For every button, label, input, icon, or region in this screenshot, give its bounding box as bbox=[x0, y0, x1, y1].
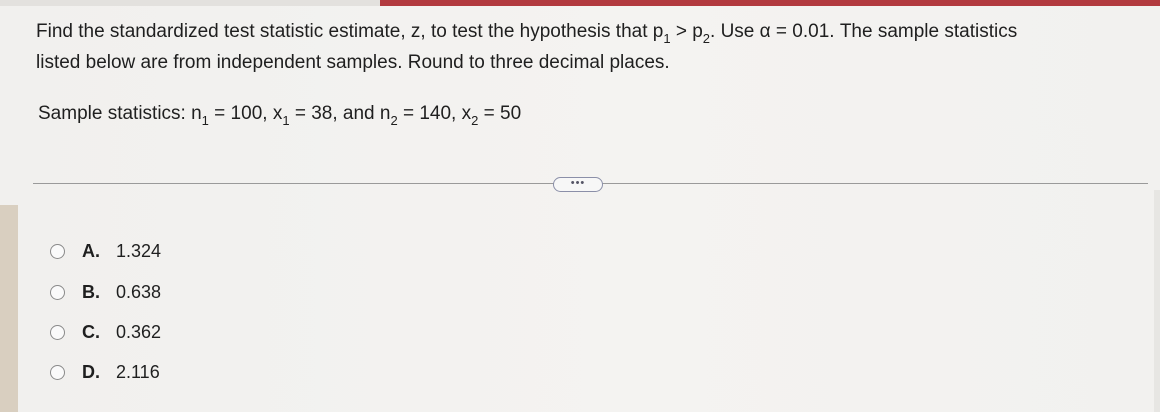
question-sub1: 1 bbox=[663, 31, 671, 46]
answer-option-c[interactable] bbox=[50, 320, 161, 344]
stats-n1-val: = 100, x bbox=[208, 103, 283, 124]
option-value-a: 1.324 bbox=[116, 240, 162, 261]
option-letter-a: A. bbox=[82, 240, 100, 261]
question-line1-op: > p bbox=[670, 21, 703, 42]
question-sub2: 2 bbox=[702, 31, 711, 46]
option-letter-c: C. bbox=[82, 321, 100, 342]
stats-n2-val: = 140, x bbox=[397, 103, 472, 124]
stats-n1-sub: 1 bbox=[201, 113, 209, 128]
radio-button-a[interactable] bbox=[50, 244, 65, 259]
stats-x1-sub: 1 bbox=[282, 113, 290, 128]
question-line2: listed below are from independent samples. Round to three decimal places. bbox=[36, 52, 670, 73]
stats-prefix: Sample statistics: n bbox=[38, 103, 202, 124]
radio-button-b[interactable] bbox=[50, 285, 65, 300]
radio-button-d[interactable] bbox=[50, 365, 65, 380]
option-value-d: 2.116 bbox=[116, 361, 160, 382]
answer-option-a[interactable] bbox=[50, 239, 161, 263]
option-value-c: 0.362 bbox=[116, 321, 162, 342]
stats-x2-sub: 2 bbox=[471, 113, 479, 128]
right-edge bbox=[1154, 190, 1160, 412]
answer-option-d[interactable] bbox=[50, 360, 160, 384]
sample-statistics bbox=[38, 103, 522, 128]
stats-x2-val: = 50 bbox=[478, 103, 522, 124]
question-line1-pre: Find the standardized test statistic estimate, z, to test the hypothesis that p bbox=[36, 21, 664, 42]
question-text bbox=[36, 17, 1146, 78]
option-letter-d: D. bbox=[82, 361, 100, 382]
option-value-b: 0.638 bbox=[116, 281, 162, 302]
stats-n2-sub: 2 bbox=[390, 113, 398, 128]
left-gutter bbox=[0, 205, 18, 412]
more-options-button[interactable]: ••• bbox=[553, 177, 603, 192]
option-letter-b: B. bbox=[82, 281, 100, 302]
stats-x1-val: = 38, and n bbox=[289, 103, 391, 124]
question-line1-post: . Use α = 0.01. The sample statistics bbox=[710, 21, 1018, 42]
answer-option-b[interactable] bbox=[50, 280, 161, 304]
radio-button-c[interactable] bbox=[50, 325, 65, 340]
